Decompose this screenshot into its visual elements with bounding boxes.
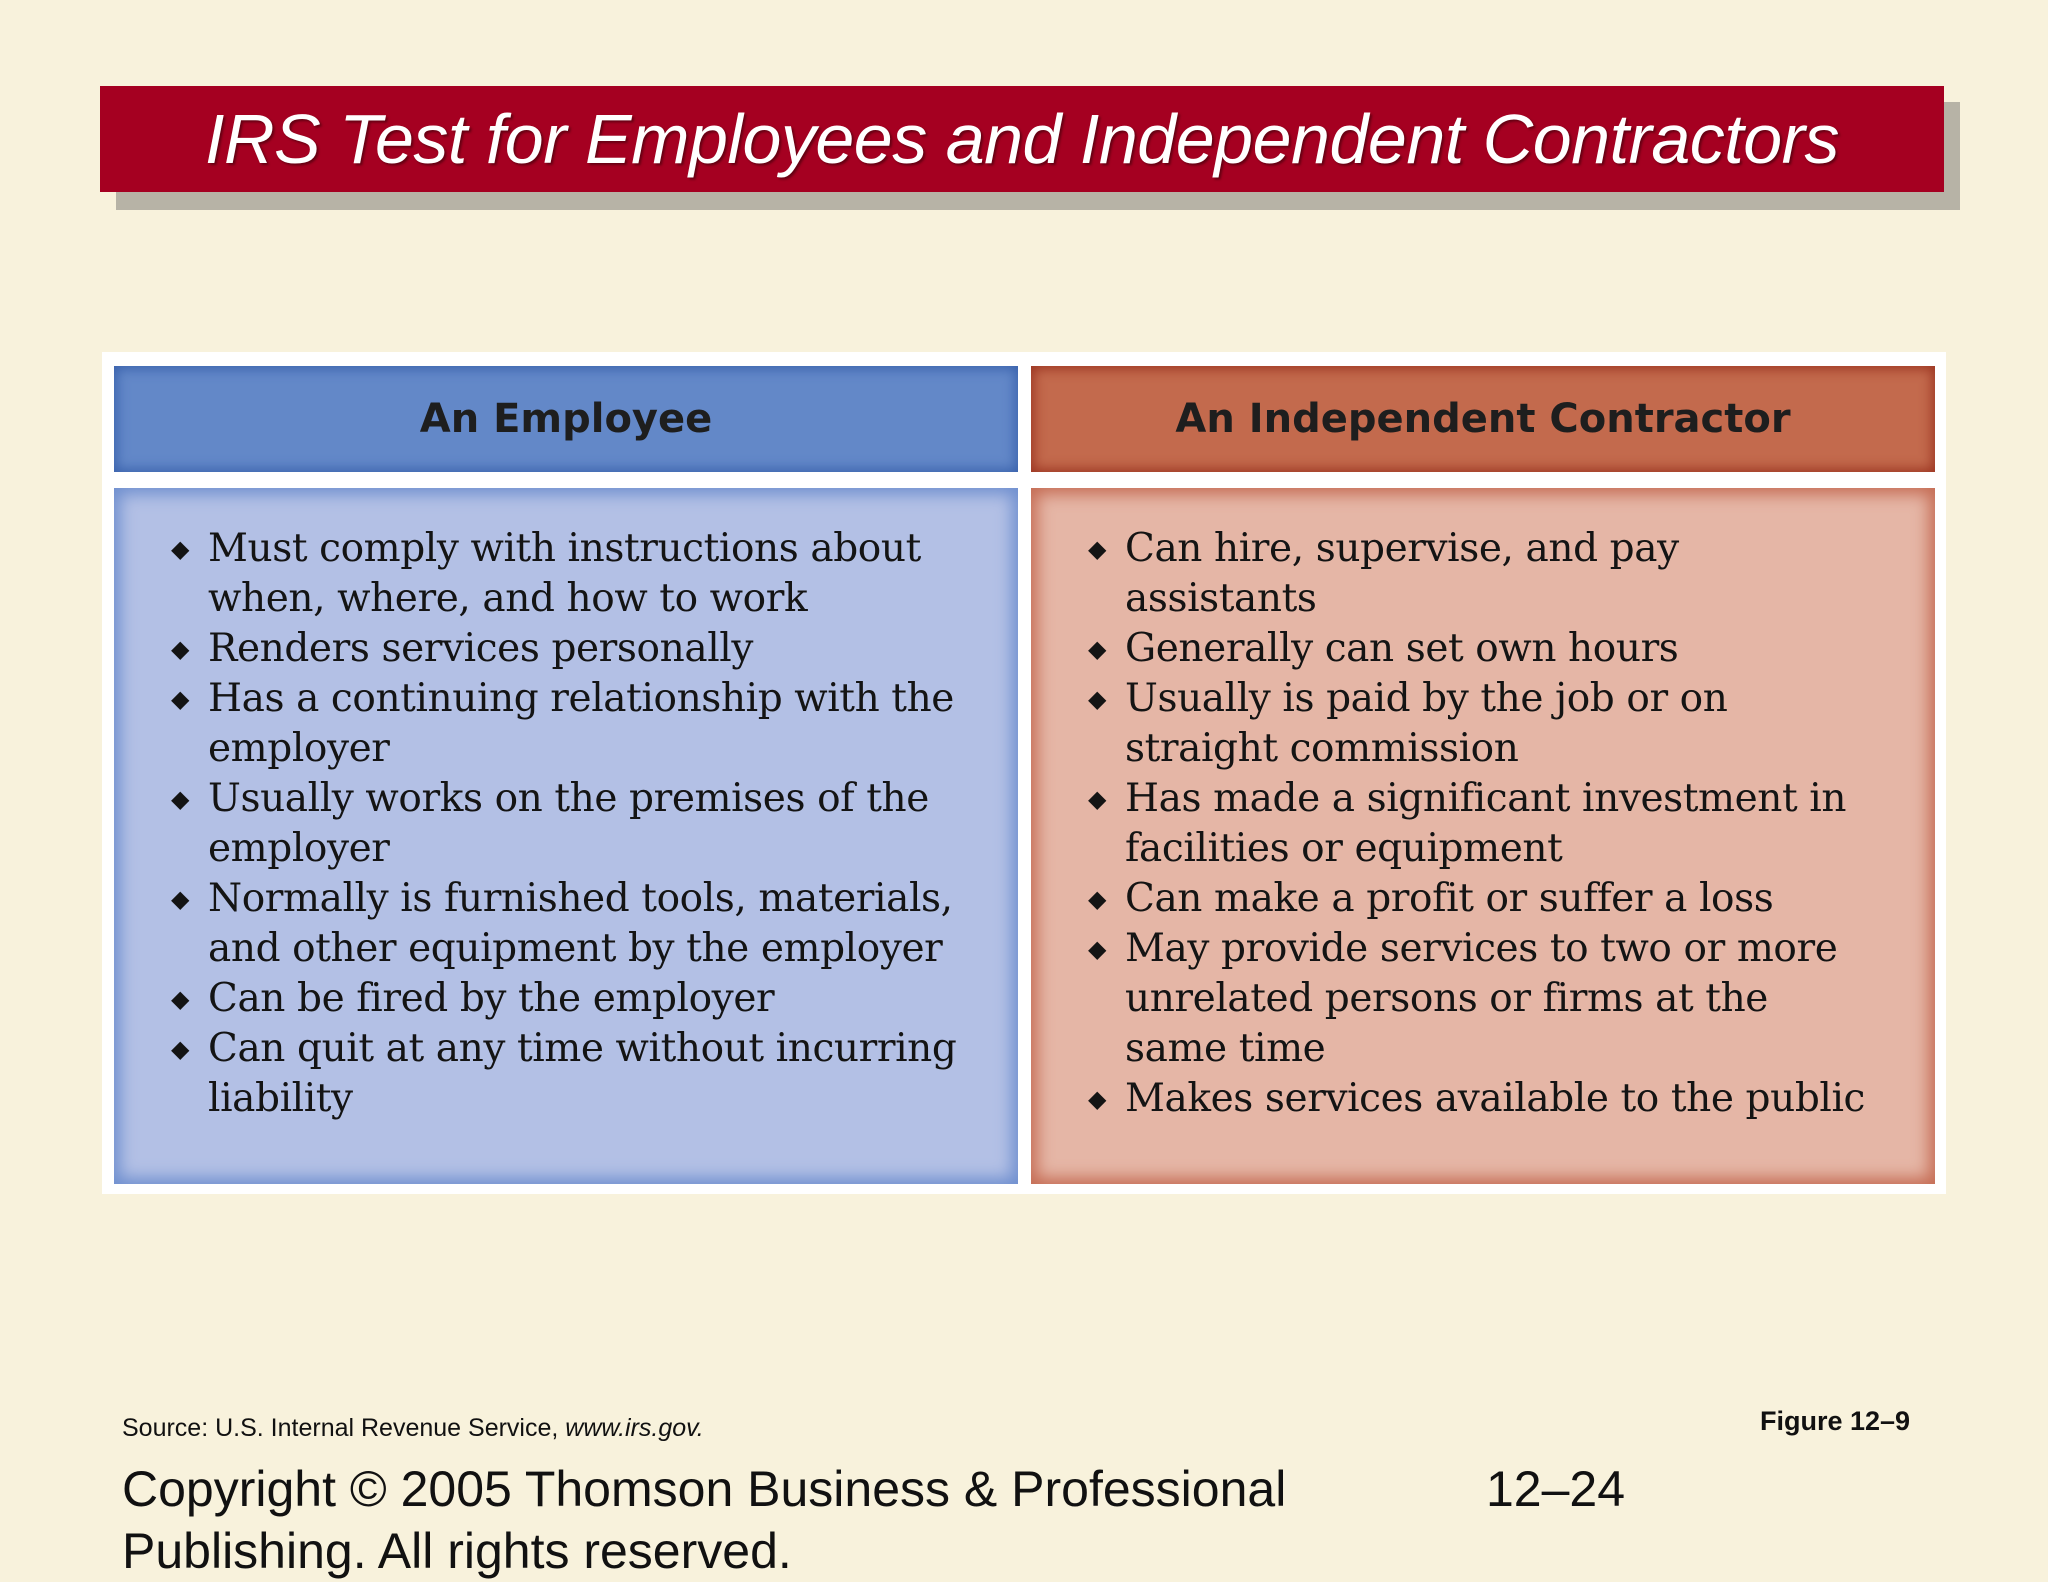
contractor-column-header: An Independent Contractor [1031, 366, 1935, 472]
contractor-criterion: ◆ Can make a profit or suffer a loss [1083, 874, 1875, 924]
contractor-criterion: ◆ Can hire, supervise, and pay assistants [1083, 524, 1875, 624]
slide-title: IRS Test for Employees and Independent Contractors [205, 100, 1839, 178]
diamond-bullet-icon: ◆ [170, 985, 190, 1013]
contractor-criterion: ◆ Usually is paid by the job or on straight commission [1083, 674, 1875, 774]
employee-column-header: An Employee [114, 366, 1018, 472]
diamond-bullet-icon: ◆ [1087, 635, 1107, 663]
source-url: www.irs.gov. [565, 1414, 704, 1442]
employee-criterion: ◆ Renders services personally [166, 624, 958, 674]
diamond-bullet-icon: ◆ [170, 635, 190, 663]
employee-criteria-panel [114, 488, 1018, 1184]
employee-criterion: ◆ Normally is furnished tools, materials, and other equipment by the employer [166, 874, 958, 974]
diamond-bullet-icon: ◆ [170, 785, 190, 813]
diamond-bullet-icon: ◆ [170, 685, 190, 713]
contractor-criterion: ◆ Generally can set own hours [1083, 624, 1875, 674]
diamond-bullet-icon: ◆ [1087, 935, 1107, 963]
diamond-bullet-icon: ◆ [1087, 785, 1107, 813]
employee-criterion: ◆ Must comply with instructions about when, where, and how to work [166, 524, 958, 624]
diamond-bullet-icon: ◆ [1087, 685, 1107, 713]
diamond-bullet-icon: ◆ [170, 1035, 190, 1063]
comparison-figure [102, 352, 1946, 1194]
slide-number: 12–24 [1486, 1461, 1626, 1517]
diamond-bullet-icon: ◆ [1087, 535, 1107, 563]
diamond-bullet-icon: ◆ [170, 885, 190, 913]
diamond-bullet-icon: ◆ [170, 535, 190, 563]
employee-criterion: ◆ Can quit at any time without incurring liability [166, 1024, 958, 1124]
employee-criterion: ◆ Usually works on the premises of the employer [166, 774, 958, 874]
contractor-criterion: ◆ Has made a significant investment in facilities or equipment [1083, 774, 1875, 874]
employee-criterion: ◆ Has a continuing relationship with the employer [166, 674, 958, 774]
contractor-criterion: ◆ Makes services available to the public [1083, 1074, 1875, 1124]
diamond-bullet-icon: ◆ [1087, 885, 1107, 913]
contractor-criterion: ◆ May provide services to two or more unrelated persons or firms at the same time [1083, 924, 1875, 1074]
contractor-criteria-list [1083, 524, 1875, 1124]
figure-label: Figure 12–9 [1760, 1406, 1911, 1436]
copyright-notice: Copyright © 2005 Thomson Business & Professional Publishing. All rights reserved. [122, 1461, 1287, 1579]
source-prefix: Source: U.S. Internal Revenue Service, [122, 1414, 559, 1442]
contractor-criteria-panel [1031, 488, 1935, 1184]
source-note [122, 1414, 704, 1443]
employee-criteria-list [166, 524, 958, 1124]
diamond-bullet-icon: ◆ [1087, 1085, 1107, 1113]
employee-criterion: ◆ Can be fired by the employer [166, 974, 958, 1024]
title-banner [100, 86, 1944, 192]
